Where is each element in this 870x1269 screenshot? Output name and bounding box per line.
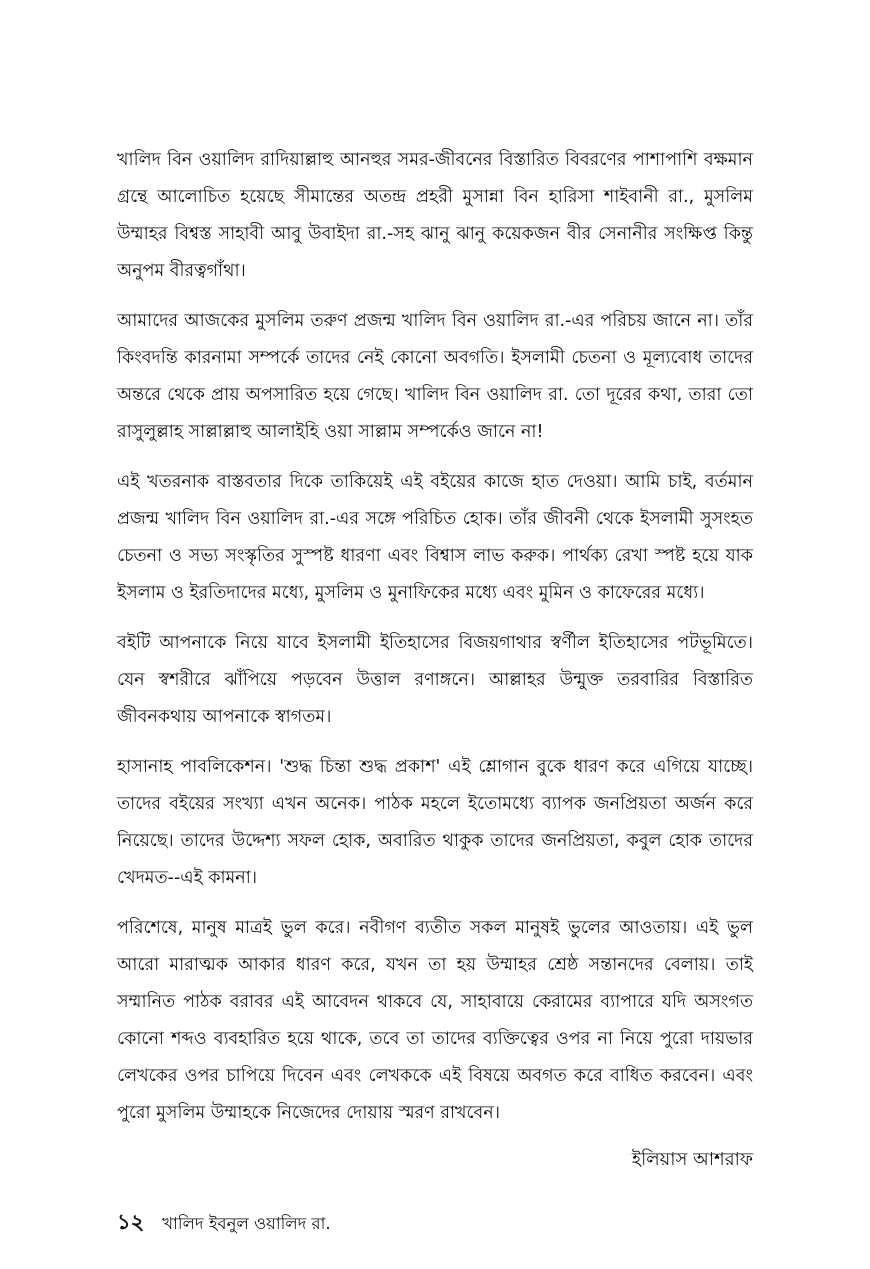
paragraph-6: পরিশেষে, মানুষ মাত্রই ভুল করে। নবীগণ ব্যতীত সকল মানুষই ভুলের আওতায়। এই ভুল আরো মারাত্মক আকার ধারণ করে, যখন তা হয় উম্মাহর শ্রেষ্ঠ সন্তানদের বেলায়। তাই সম্মানিত পাঠক বরাবর এই আবেদন থাকবে যে, সাহাবায়ে কেরামের ব্যাপারে যদি অসংগত কোনো শব্দও ব্যবহারিত হয়ে থাকে, তবে তা তাদের ব্যক্তিত্বের ওপর না নিয়ে পুরো দায়ভার লেখকের ওপর চাপিয়ে দিবেন এবং লেখককে এই বিষয়ে অবগত করে বাধিত করবেন। এবং পুরো মুসলিম উম্মাহকে নিজেদের দোয়ায় স্মরণ রাখবেন।	[117, 918, 753, 1123]
paragraph-4: বইটি আপনাকে নিয়ে যাবে ইসলামী ইতিহাসের বিজয়গাথার স্বর্ণীল ইতিহাসের পটভূমিতে। যেন স্বশরীরে ঝাঁপিয়ে পড়বেন উত্তাল রণাঙ্গনে। আল্লাহর উন্মুক্ত তরবারির বিস্তারিত জীবনকথায় আপনাকে স্বাগতম।	[117, 633, 753, 727]
running-title: খালিদ ইবনুল ওয়ালিদ রা.	[162, 1214, 331, 1233]
paragraph-3: এই খতরনাক বাস্তবতার দিকে তাকিয়েই এই বইয়ের কাজে হাত দেওয়া। আমি চাই, বর্তমান প্রজন্ম খালিদ বিন ওয়ালিদ রা.-এর সঙ্গে পরিচিত হোক। তাঁর জীবনী থেকে ইসলামী সুসংহত চেতনা ও সভ্য সংস্কৃতির সুস্পষ্ট ধারণা এবং বিশ্বাস লাভ করুক। পার্থক্য রেখা স্পষ্ট হয়ে যাক ইসলাম ও ইরতিদাদের মধ্যে, মুসলিম ও মুনাফিকের মধ্যে এবং মুমিন ও কাফেরের মধ্যে।	[117, 472, 753, 603]
paragraph-2: আমাদের আজকের মুসলিম তরুণ প্রজন্ম খালিদ বিন ওয়ালিদ রা.-এর পরিচয় জানে না। তাঁর কিংবদন্তি কারনামা সম্পর্কে তাদের নেই কোনো অবগতি। ইসলামী চেতনা ও মূল্যবোধ তাদের অন্তরে থেকে প্রায় অপসারিত হয়ে গেছে। খালিদ বিন ওয়ালিদ রা. তো দূরের কথা, তারা তো রাসুলুল্লাহ সাল্লাল্লাহু আলাইহি ওয়া সাল্লাম সম্পর্কেও জানে না!	[117, 311, 753, 442]
paragraph-5: হাসানাহ পাবলিকেশন। 'শুদ্ধ চিন্তা শুদ্ধ প্রকাশ' এই শ্লোগান বুকে ধারণ করে এগিয়ে যাচ্ছে। তাদের বইয়ের সংখ্যা এখন অনেক। পাঠক মহলে ইতোমধ্যে ব্যাপক জনপ্রিয়তা অর্জন করে নিয়েছে। তাদের উদ্দেশ্য সফল হোক, অবারিত থাকুক তাদের জনপ্রিয়তা, কবুল হোক তাদের খেদমত--এই কামনা।	[117, 757, 753, 888]
author-signature: ইলিয়াস আশরাফ	[631, 1149, 753, 1170]
page-footer	[117, 1206, 331, 1241]
page-body	[117, 142, 753, 1175]
paragraph-1: খালিদ বিন ওয়ালিদ রাদিয়াল্লাহু আনহুর সমর-জীবনের বিস্তারিত বিবরণের পাশাপাশি বক্ষমান গ্রন্থে আলোচিত হয়েছে সীমান্তের অতন্দ্র প্রহরী মুসান্না বিন হারিসা শাইবানী রা., মুসলিম উম্মাহর বিশ্বস্ত সাহাবী আবু উবাইদা রা.-সহ ঝানু ঝানু কয়েকজন বীর সেনানীর সংক্ষিপ্ত কিন্তু অনুপম বীরত্বগাঁথা।	[117, 150, 753, 281]
page-number: ১২	[117, 1210, 145, 1234]
